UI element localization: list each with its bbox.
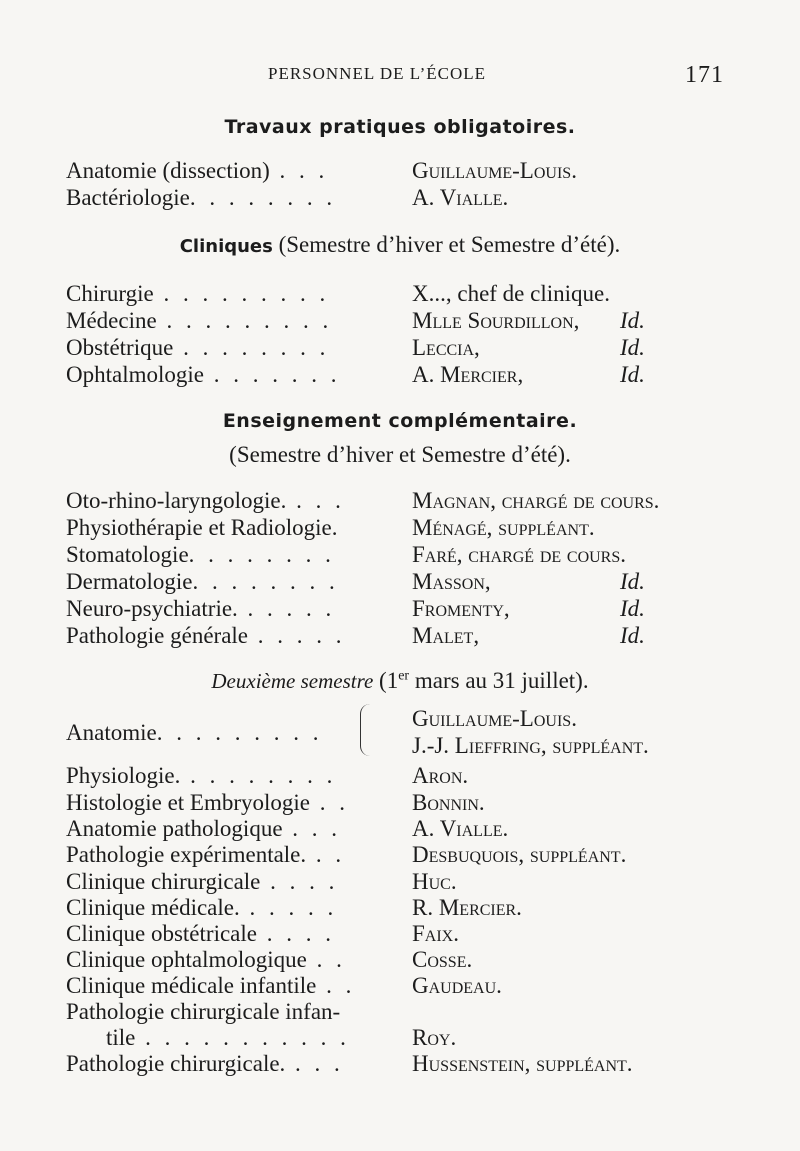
list-item bbox=[66, 894, 726, 921]
person-name: Masson, bbox=[412, 569, 491, 594]
subject: Pathologie chirurgicale. . . . bbox=[66, 1051, 344, 1076]
list-item bbox=[66, 920, 726, 947]
list-item bbox=[66, 487, 726, 514]
list-item bbox=[66, 157, 726, 184]
person-name: Hussenstein, suppléant. bbox=[412, 1051, 633, 1076]
subject: Dermatologie. . . . . . . . bbox=[66, 569, 339, 594]
person-name: R. Mercier. bbox=[412, 895, 522, 920]
subject: Physiothérapie et Radiologie. bbox=[66, 515, 338, 540]
list-item bbox=[66, 868, 726, 895]
subject: tile . . . . . . . . . . . bbox=[106, 1025, 350, 1050]
id-abbrev: Id. bbox=[620, 569, 645, 594]
list-item bbox=[66, 184, 726, 211]
subject: Physiologie. . . . . . . . . bbox=[66, 763, 337, 788]
person-name: Ménagé, suppléant. bbox=[412, 515, 595, 540]
id-abbrev: Id. bbox=[620, 362, 645, 387]
list-item bbox=[66, 705, 726, 732]
subject: Pathologie générale . . . . . bbox=[66, 623, 346, 648]
page-number: 171 bbox=[685, 62, 724, 88]
list-item bbox=[66, 841, 726, 868]
list-item bbox=[66, 514, 726, 541]
subject: Clinique ophtalmologique . . bbox=[66, 947, 346, 972]
id-abbrev: Id. bbox=[620, 623, 645, 648]
person-name: Cosse. bbox=[412, 947, 473, 972]
list-item bbox=[66, 815, 726, 842]
list-item bbox=[66, 280, 726, 307]
person-name: Magnan, chargé de cours. bbox=[412, 488, 660, 513]
list-item bbox=[66, 1024, 726, 1051]
heading-travaux-pratiques: Travaux pratiques obligatoires. bbox=[224, 116, 576, 138]
person-name: Desbuquois, suppléant. bbox=[412, 842, 627, 867]
subject: Oto-rhino-laryngologie. . . . bbox=[66, 488, 345, 513]
subject: Clinique médicale infantile . . bbox=[66, 973, 356, 998]
person-name: A. Mercier, bbox=[412, 362, 524, 387]
subject: Neuro-psychiatrie. . . . . . bbox=[66, 596, 336, 621]
subject: Stomatologie. . . . . . . . bbox=[66, 542, 335, 567]
id-abbrev: Id. bbox=[620, 308, 645, 333]
subject: Chirurgie . . . . . . . . . bbox=[66, 281, 330, 306]
running-head-title: PERSONNEL DE L’ÉCOLE bbox=[268, 64, 487, 83]
person-name: X..., chef de clinique. bbox=[412, 281, 610, 306]
id-abbrev: Id. bbox=[620, 596, 645, 621]
person-name: A. Vialle. bbox=[412, 816, 509, 841]
person-name: Faix. bbox=[412, 921, 459, 946]
person-name: Bonnin. bbox=[412, 790, 485, 815]
list-item bbox=[66, 541, 726, 568]
person-name: Guillaume-Louis. bbox=[412, 158, 577, 183]
person-name: Huc. bbox=[412, 869, 457, 894]
subject: Anatomie pathologique . . . bbox=[66, 816, 342, 841]
subheading-semestre: (Semestre d’hiver et Semestre d’été). bbox=[229, 442, 571, 467]
list-item bbox=[66, 946, 726, 973]
subject: Anatomie. . . . . . . . . bbox=[66, 720, 323, 745]
person-name: A. Vialle. bbox=[412, 185, 509, 210]
list-item bbox=[66, 998, 726, 1025]
person-name: Faré, chargé de cours. bbox=[412, 542, 627, 567]
person-name: Roy. bbox=[412, 1025, 457, 1050]
person-name: Malet, bbox=[412, 623, 480, 648]
person-name: Leccia, bbox=[412, 335, 480, 360]
list-item bbox=[66, 595, 726, 622]
person-name: Aron. bbox=[412, 763, 469, 788]
running-head bbox=[0, 62, 800, 92]
list-item bbox=[66, 334, 726, 361]
list-item bbox=[66, 972, 726, 999]
person-name: Fromenty, bbox=[412, 596, 510, 621]
list-item bbox=[66, 361, 726, 388]
list-item bbox=[66, 1050, 726, 1077]
subject: Obstétrique . . . . . . . . bbox=[66, 335, 330, 360]
person-name: Mlle Sourdillon, bbox=[412, 308, 580, 333]
list-item bbox=[66, 732, 726, 759]
person-name: Guillaume-Louis. bbox=[412, 706, 577, 731]
list-item bbox=[66, 622, 726, 649]
list-item bbox=[66, 762, 726, 789]
subject: Pathologie chirurgicale infan- bbox=[66, 999, 341, 1024]
subject: Histologie et Embryologie . . bbox=[66, 790, 350, 815]
subject: Anatomie (dissection) . . . bbox=[66, 158, 329, 183]
subject: Bactériologie. . . . . . . . bbox=[66, 185, 337, 210]
list-item bbox=[66, 789, 726, 816]
list-item bbox=[66, 307, 726, 334]
person-name: Gaudeau. bbox=[412, 973, 502, 998]
person-name: J.-J. Lieffring, suppléant. bbox=[412, 733, 649, 758]
heading-cliniques: Cliniques (Semestre d’hiver et Semestre d’été). bbox=[179, 232, 621, 257]
id-abbrev: Id. bbox=[620, 335, 645, 360]
subject: Clinique obstétricale . . . . bbox=[66, 921, 335, 946]
subject: Clinique médicale. . . . . . bbox=[66, 895, 338, 920]
subject: Médecine . . . . . . . . . bbox=[66, 308, 333, 333]
heading-enseignement: Enseignement complémentaire. bbox=[222, 410, 578, 432]
subject: Ophtalmologie . . . . . . . bbox=[66, 362, 341, 387]
subject: Pathologie expérimentale. . . bbox=[66, 842, 346, 867]
list-item bbox=[66, 568, 726, 595]
heading-deuxieme-semestre: Deuxième semestre (1er mars au 31 juillet). bbox=[211, 668, 589, 693]
subject: Clinique chirurgicale . . . . bbox=[66, 869, 339, 894]
